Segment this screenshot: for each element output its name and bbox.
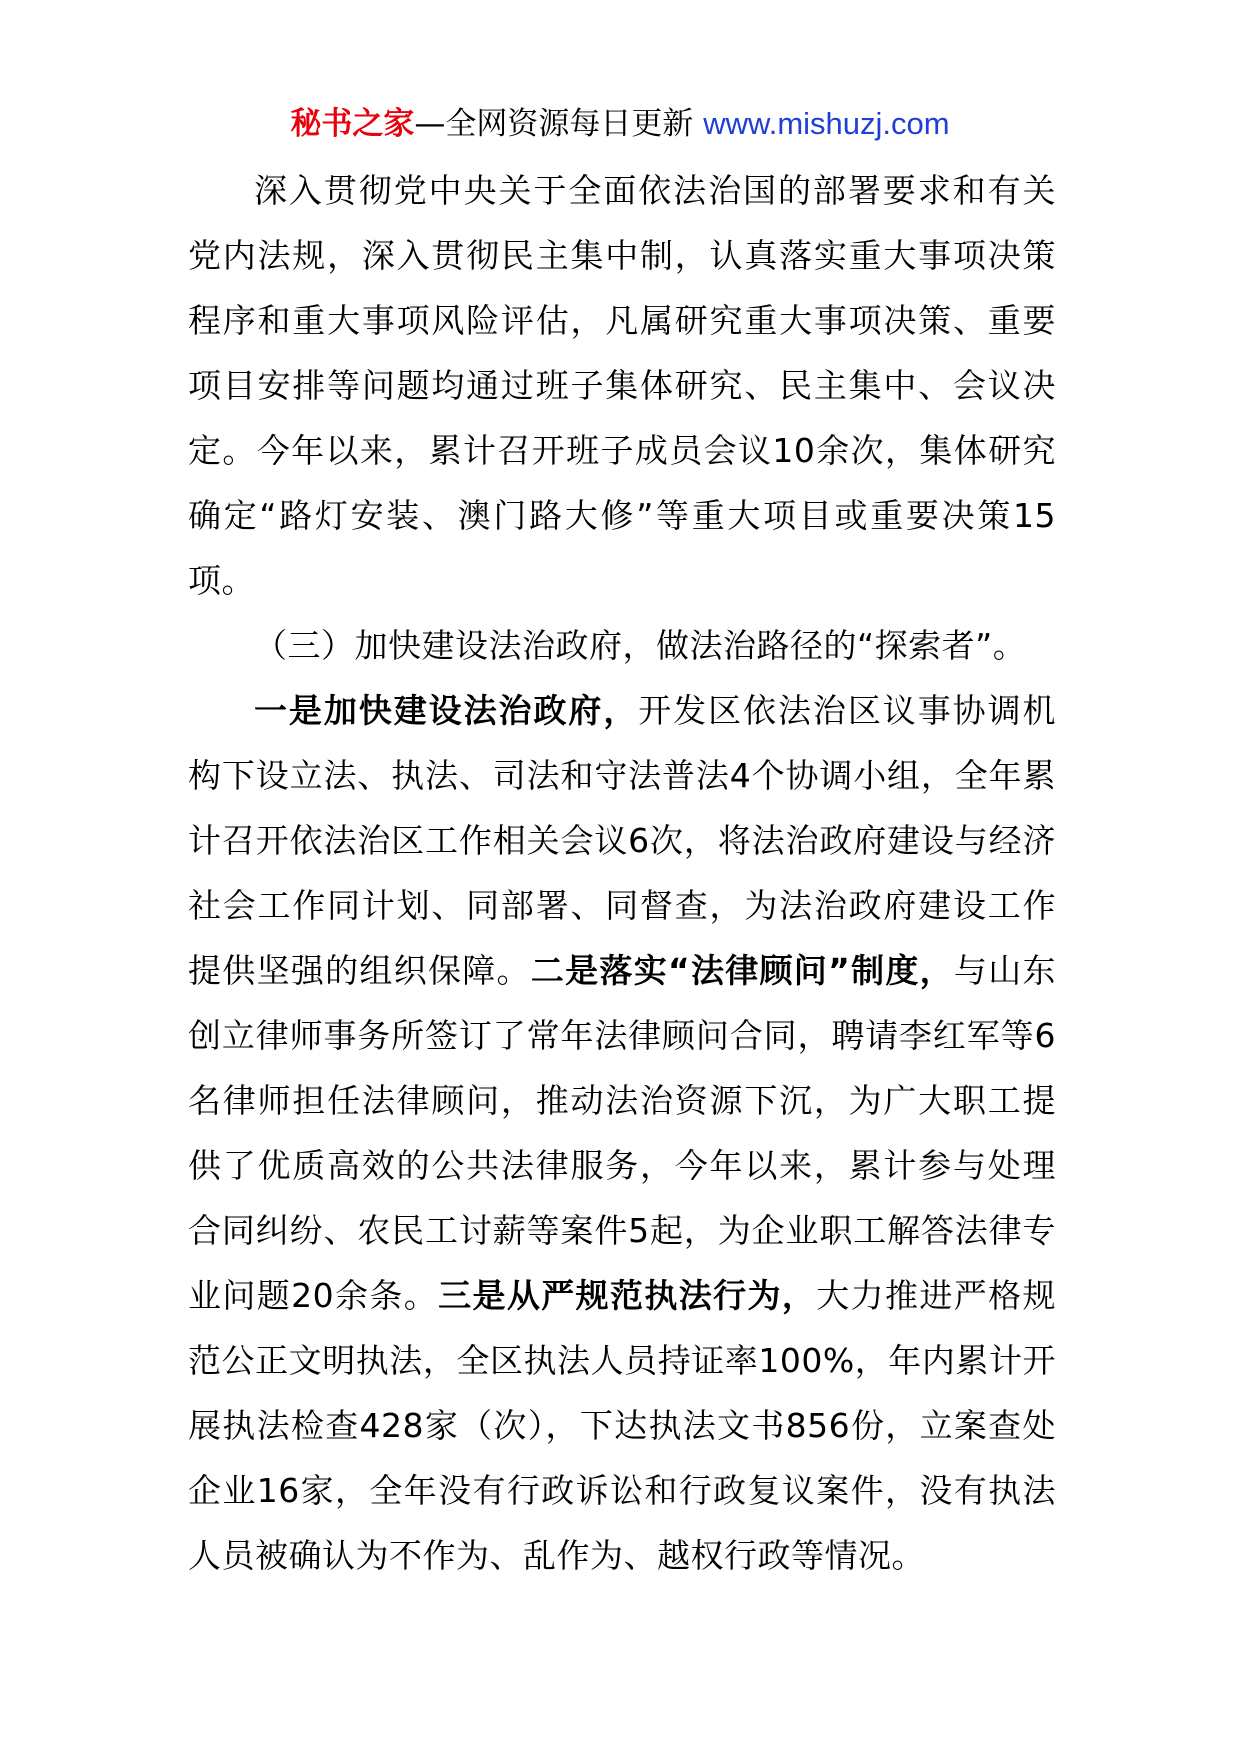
bold-lead-2: 二是落实“法律顾问”制度， [530,951,954,990]
text-measure-2: 与山东创立律师事务所签订了常年法律顾问合同，聘请李红军等6名律师担任法律顾问，推动法治资源下沉，为广大职工提供了优质高效的公共法律服务，今年以来，累计参与处理合同纠纷、农民工讨薪等案件5起，为企业职工解答法律专业问题20余条。 [188,951,1056,1315]
paragraph-decision-making: 深入贯彻党中央关于全面依法治国的部署要求和有关党内法规，深入贯彻民主集中制，认真落实重大事项决策程序和重大事项风险评估，凡属研究重大事项决策、重要项目安排等问题均通过班子集体研究、民主集中、会议决定。今年以来，累计召开班子成员会议10余次，集体研究确定“路灯安装、澳门路大修”等重大项目或重要决策15项。 [188,171,1056,600]
section-heading-rule-of-law-government: （三）加快建设法治政府，做法治路径的“探索者”。 [254,626,1027,665]
header-brand: 秘书之家 [290,106,415,142]
site-header [0,100,1240,148]
bold-lead-1: 一是加快建设法治政府， [254,691,639,730]
bold-lead-3: 三是从严规范执法行为， [438,1276,817,1315]
paragraph-rule-of-law-measures [188,678,1056,1588]
text-measure-1: 开发区依法治区议事协调机构下设立法、执法、司法和守法普法4个协调小组，全年累计召开依法治区工作相关会议6次，将法治政府建设与经济社会工作同计划、同部署、同督查，为法治政府建设工作提供坚强的组织保障。 [188,691,1057,990]
header-slogan: —全网资源每日更新 [414,106,694,142]
header-site-url[interactable]: www.mishuzj.com [703,106,950,141]
document-body [188,158,1056,1588]
text-measure-3: 大力推进严格规范公正文明执法，全区执法人员持证率100%，年内累计开展执法检查428家（次），下达执法文书856份，立案查处企业16家，全年没有行政诉讼和行政复议案件，没有执法人员被确认为不作为、乱作为、越权行政等情况。 [188,1276,1056,1575]
